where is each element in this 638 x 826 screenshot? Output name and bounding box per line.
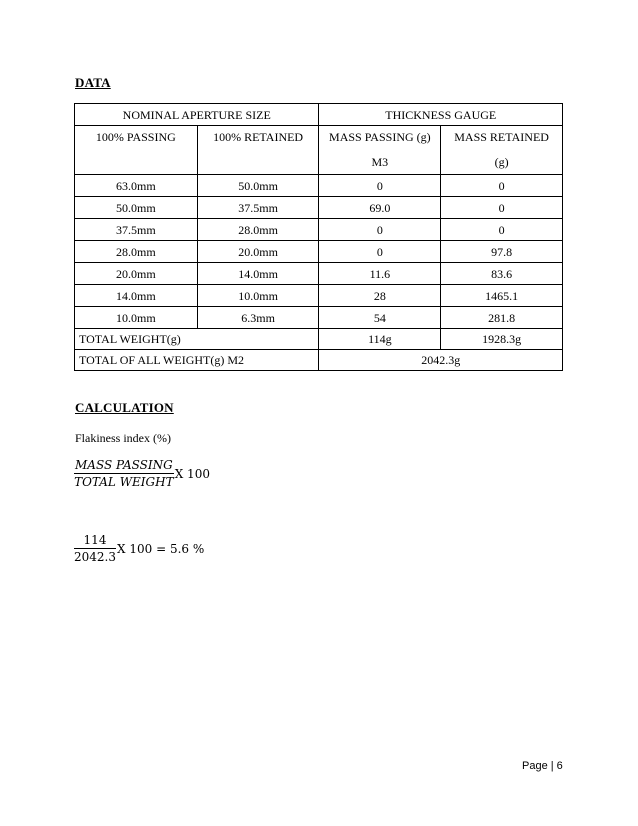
passing-cell: 20.0mm	[75, 263, 198, 285]
mass-retained-cell: 0	[441, 219, 563, 241]
table-row	[75, 219, 563, 241]
flakiness-formula	[74, 458, 210, 489]
total-weight-label: TOTAL WEIGHT(g)	[75, 329, 319, 350]
table-row	[75, 175, 563, 197]
flakiness-index-label: Flakiness index (%)	[75, 431, 171, 445]
total-all-row	[75, 350, 563, 371]
formula-denominator: TOTAL WEIGHT	[74, 475, 174, 489]
passing-cell: 63.0mm	[75, 175, 198, 197]
mass-retained-cell: 0	[441, 175, 563, 197]
mass-retained-header	[441, 126, 563, 175]
table-subheader-row	[75, 126, 563, 175]
retained-cell: 10.0mm	[197, 285, 319, 307]
mass-passing-cell: 11.6	[319, 263, 441, 285]
retained-cell: 20.0mm	[197, 241, 319, 263]
table-row	[75, 197, 563, 219]
mass-retained-header-line2: (g)	[494, 155, 509, 169]
total-mass-retained: 1928.3g	[441, 329, 563, 350]
page-number-footer: Page | 6	[522, 760, 563, 772]
mass-passing-cell: 28	[319, 285, 441, 307]
formula-multiplier: X 100	[174, 466, 210, 481]
mass-retained-cell: 97.8	[441, 241, 563, 263]
total-all-value: 2042.3g	[319, 350, 563, 371]
mass-passing-header-line1: MASS PASSING (g)	[329, 130, 431, 144]
retained-cell: 28.0mm	[197, 219, 319, 241]
aperture-table	[74, 103, 563, 371]
table-row	[75, 285, 563, 307]
passing-cell: 14.0mm	[75, 285, 198, 307]
calculation-heading: CALCULATION	[75, 400, 174, 415]
formula-fraction	[74, 458, 174, 489]
result-denominator: 2042.3	[74, 550, 116, 564]
flakiness-result-formula	[74, 533, 204, 564]
retained-header: 100% RETAINED	[197, 126, 319, 175]
passing-cell: 28.0mm	[75, 241, 198, 263]
retained-cell: 6.3mm	[197, 307, 319, 329]
formula-numerator: MASS PASSING	[75, 458, 173, 472]
total-mass-passing: 114g	[319, 329, 441, 350]
table-header-row	[75, 104, 563, 126]
mass-retained-header-line1: MASS RETAINED	[454, 130, 549, 144]
passing-cell: 10.0mm	[75, 307, 198, 329]
passing-header: 100% PASSING	[75, 126, 198, 175]
mass-retained-cell: 281.8	[441, 307, 563, 329]
mass-retained-cell: 0	[441, 197, 563, 219]
mass-passing-cell: 54	[319, 307, 441, 329]
retained-cell: 37.5mm	[197, 197, 319, 219]
mass-passing-header	[319, 126, 441, 175]
result-fraction	[74, 533, 116, 564]
mass-passing-cell: 0	[319, 219, 441, 241]
table-row	[75, 263, 563, 285]
nominal-aperture-header: NOMINAL APERTURE SIZE	[75, 104, 319, 126]
data-heading: DATA	[75, 75, 111, 90]
mass-passing-cell: 69.0	[319, 197, 441, 219]
table-row	[75, 307, 563, 329]
retained-cell: 14.0mm	[197, 263, 319, 285]
total-weight-row	[75, 329, 563, 350]
passing-cell: 50.0mm	[75, 197, 198, 219]
result-expression: X 100 = 5.6 %	[117, 541, 205, 556]
table-row	[75, 241, 563, 263]
thickness-gauge-header: THICKNESS GAUGE	[319, 104, 563, 126]
retained-cell: 50.0mm	[197, 175, 319, 197]
mass-passing-header-line2: M3	[371, 155, 389, 169]
mass-passing-cell: 0	[319, 175, 441, 197]
result-numerator: 114	[74, 533, 116, 549]
passing-cell: 37.5mm	[75, 219, 198, 241]
mass-passing-cell: 0	[319, 241, 441, 263]
mass-retained-cell: 83.6	[441, 263, 563, 285]
total-all-label: TOTAL OF ALL WEIGHT(g) M2	[75, 350, 319, 371]
mass-retained-cell: 1465.1	[441, 285, 563, 307]
